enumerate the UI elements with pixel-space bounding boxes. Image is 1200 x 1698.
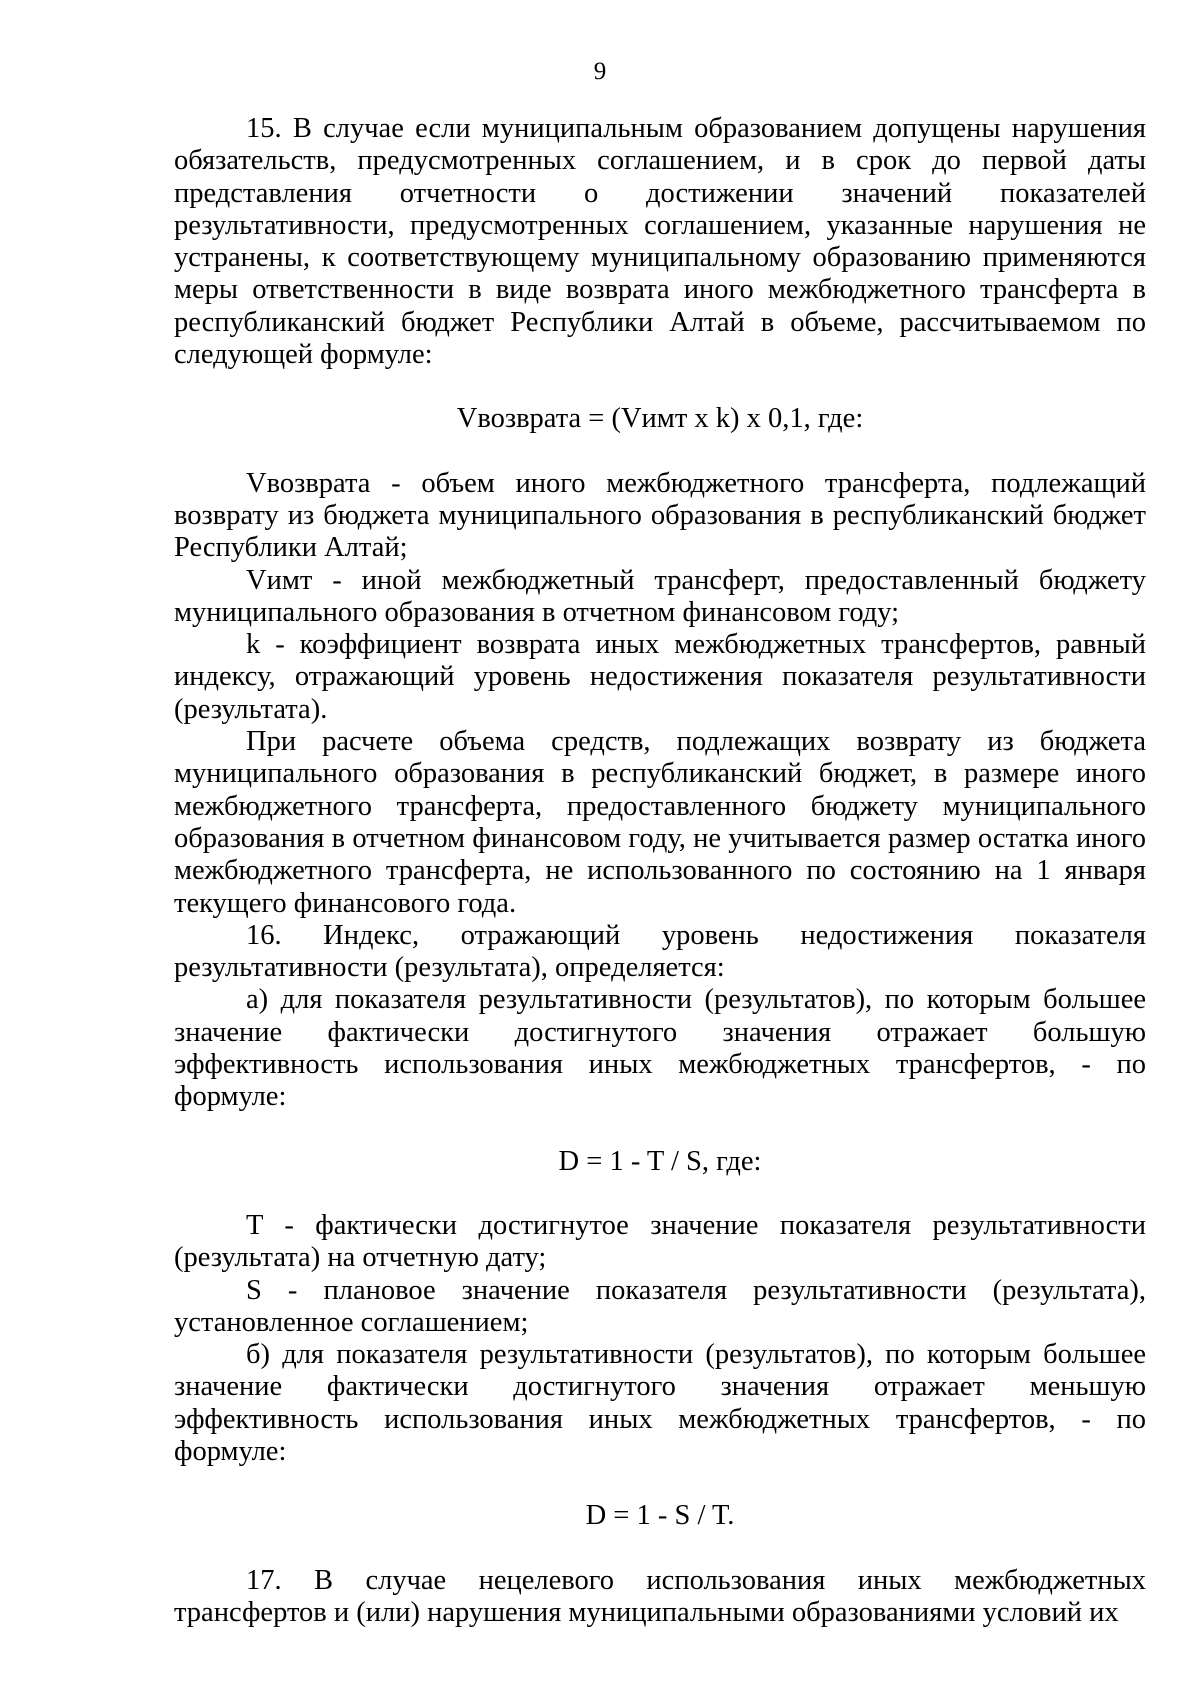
paragraph-16b: б) для показателя результативности (результатов), по которым большее значение фактически достигнутого значения отражает меньшую эффективность использования иных межбюджетных трансфертов, - по формуле: [174, 1339, 1146, 1467]
paragraph-16: 16. Индекс, отражающий уровень недостижения показателя результативности (результата), определяется: [174, 919, 1146, 984]
paragraph-15: 15. В случае если муниципальным образованием допущены нарушения обязательств, предусмотренных соглашением, и в срок до первой даты представления отчетности о достижении значений показателей результативности, предусмотренных соглашением, указанные нарушения не устранены, к соответствующему муниципальному образованию применяются меры ответственности в виде возврата иного межбюджетного трансферта в республиканский бюджет Республики Алтай в объеме, рассчитываемом по следующей формуле: [174, 113, 1146, 371]
definition-s: S - плановое значение показателя результативности (результата), установленное соглашением; [174, 1274, 1146, 1338]
formula-vvozvrata: Vвозврата = (Vимт x k) x 0,1, где: [456, 403, 864, 435]
paragraph-calculation: При расчете объема средств, подлежащих возврату из бюджета муниципального образования в республиканский бюджет, в размере иного межбюджетного трансферта, предоставленного бюджету муниципального образования в отчетном финансовом году, не учитывается размер остатка иного межбюджетного трансферта, не использованного по состоянию на 1 января текущего финансового года. [174, 726, 1146, 919]
paragraph-17: 17. В случае нецелевого использования иных межбюджетных трансфертов и (или) нарушения муниципальными образованиями условий их [174, 1564, 1146, 1628]
formula-d-s-over-t: D = 1 - S / T. [585, 1500, 735, 1532]
formula-d-t-over-s: D = 1 - T / S, где: [558, 1145, 762, 1177]
document-body [174, 113, 1146, 1629]
definition-vimt: Vимт - иной межбюджетный трансферт, предоставленный бюджету муниципального образования в отчетном финансовом году; [174, 564, 1146, 628]
definition-vvozvrata: Vвозврата - объем иного межбюджетного трансферта, подлежащий возврату из бюджета муниципального образования в республиканский бюджет Республики Алтай; [174, 467, 1146, 564]
paragraph-16a: а) для показателя результативности (результатов), по которым большее значение фактически достигнутого значения отражает большую эффективность использования иных межбюджетных трансфертов, - по формуле: [174, 984, 1146, 1113]
definition-k: k - коэффициент возврата иных межбюджетных трансфертов, равный индексу, отражающий уровень недостижения показателя результативности (результата). [174, 629, 1146, 725]
definition-t: T - фактически достигнутое значение показателя результативности (результата) на отчетную дату; [174, 1209, 1146, 1274]
page-number: 9 [593, 58, 607, 85]
